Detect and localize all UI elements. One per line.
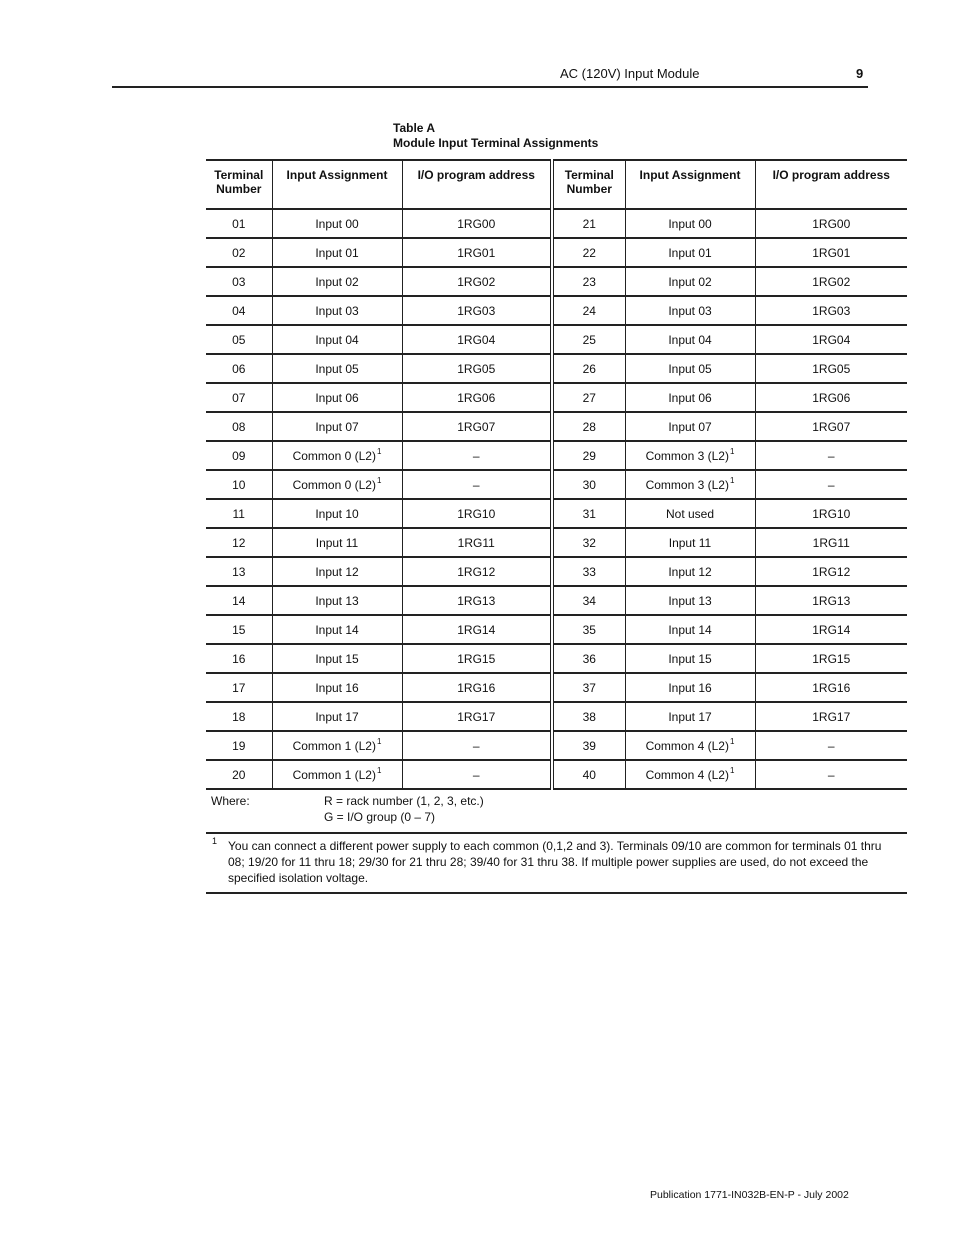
table-caption-title: Module Input Terminal Assignments (393, 136, 599, 150)
terminal-number-cell-text: 14 (232, 593, 246, 608)
io-address-cell (402, 644, 552, 673)
io-address-cell-text: – (827, 448, 835, 463)
input-assignment-cell-text: Input 05 (668, 361, 712, 376)
input-assignment-cell-text: Input 01 (668, 245, 712, 260)
table-row (206, 760, 907, 789)
terminal-number-cell (552, 760, 625, 789)
io-address-cell-text: – (827, 477, 835, 492)
where-group-definition: G = I/O group (0 – 7) (324, 810, 436, 824)
terminal-number-cell-text: 27 (582, 390, 596, 405)
terminal-number-cell-text: 33 (582, 564, 596, 579)
input-assignment-cell (272, 209, 402, 238)
io-address-cell (755, 209, 907, 238)
terminal-number-cell-text: 35 (582, 622, 596, 637)
io-address-cell-text: 1RG15 (457, 651, 496, 666)
io-address-cell (402, 267, 552, 296)
io-address-cell-text: 1RG10 (812, 506, 851, 521)
input-assignment-cell (272, 412, 402, 441)
io-address-cell-text: 1RG05 (457, 361, 496, 376)
table-row (206, 731, 907, 760)
io-address-cell-text: – (827, 767, 835, 782)
terminal-number-cell (552, 615, 625, 644)
input-assignment-cell-text: Common 1 (L2) (292, 767, 376, 782)
terminal-number-cell-text: 01 (232, 216, 246, 231)
input-assignment-cell (272, 325, 402, 354)
terminal-number-cell-text: 12 (232, 535, 246, 550)
input-assignment-cell (625, 383, 755, 412)
terminal-number-cell (206, 354, 272, 383)
terminal-number-cell-text: 02 (232, 245, 246, 260)
input-assignment-cell (625, 760, 755, 789)
io-address-cell-text: 1RG04 (457, 332, 496, 347)
input-assignment-cell (272, 354, 402, 383)
io-address-cell (402, 557, 552, 586)
input-assignment-cell (625, 731, 755, 760)
table-row (206, 702, 907, 731)
input-assignment-cell-text: Input 17 (315, 709, 359, 724)
input-assignment-cell (625, 238, 755, 267)
input-assignment-cell (272, 238, 402, 267)
terminal-number-cell (206, 644, 272, 673)
footnote-reference: 1 (376, 765, 382, 775)
input-assignment-cell (272, 615, 402, 644)
terminal-number-cell (206, 325, 272, 354)
header-terminal-number: Terminal Number (552, 160, 625, 209)
io-address-cell (402, 615, 552, 644)
io-address-cell (755, 499, 907, 528)
terminal-number-cell (552, 325, 625, 354)
io-address-cell (402, 383, 552, 412)
input-assignment-cell-text: Input 00 (668, 216, 712, 231)
io-address-cell-text: 1RG10 (457, 506, 496, 521)
input-assignment-cell-text: Input 02 (315, 274, 359, 289)
io-address-cell-text: 1RG12 (457, 564, 496, 579)
input-assignment-cell (625, 673, 755, 702)
footnote-marker: 1 (212, 836, 218, 846)
terminal-number-cell-text: 32 (582, 535, 596, 550)
input-assignment-cell-text: Input 15 (668, 651, 712, 666)
io-address-cell-text: 1RG14 (812, 622, 851, 637)
io-address-cell-text: 1RG14 (457, 622, 496, 637)
io-address-cell-text: 1RG16 (812, 680, 851, 695)
terminal-number-cell (552, 586, 625, 615)
io-address-cell-text: 1RG15 (812, 651, 851, 666)
terminal-number-cell (552, 673, 625, 702)
io-address-cell (402, 470, 552, 499)
io-address-cell-text: 1RG05 (812, 361, 851, 376)
input-assignment-cell (625, 557, 755, 586)
terminal-number-cell (552, 441, 625, 470)
terminal-number-cell-text: 07 (232, 390, 246, 405)
io-address-cell-text: 1RG17 (457, 709, 496, 724)
terminal-number-cell-text: 06 (232, 361, 246, 376)
io-address-cell (402, 586, 552, 615)
terminal-number-cell (206, 673, 272, 702)
input-assignment-cell (272, 499, 402, 528)
header-io-address: I/O program address (755, 160, 907, 209)
input-assignment-cell-text: Input 12 (315, 564, 359, 579)
terminal-number-cell (552, 557, 625, 586)
io-address-cell (755, 557, 907, 586)
input-assignment-cell (625, 528, 755, 557)
footnote-reference: 1 (376, 446, 382, 456)
io-address-cell-text: 1RG13 (812, 593, 851, 608)
table-caption (393, 121, 598, 151)
terminal-number-cell-text: 36 (582, 651, 596, 666)
terminal-number-cell (552, 702, 625, 731)
io-address-cell-text: – (827, 738, 835, 753)
io-address-cell (755, 441, 907, 470)
terminal-number-cell-text: 20 (232, 767, 246, 782)
input-assignment-cell (272, 760, 402, 789)
input-assignment-cell-text: Common 0 (L2) (292, 448, 376, 463)
terminal-number-cell-text: 24 (582, 303, 596, 318)
input-assignment-cell (272, 557, 402, 586)
io-address-cell-text: 1RG00 (812, 216, 851, 231)
footnote-reference: 1 (729, 765, 735, 775)
io-address-cell (402, 296, 552, 325)
publication-footer: Publication 1771-IN032B-EN-P - July 2002 (650, 1189, 849, 1201)
input-assignment-cell (625, 644, 755, 673)
io-address-cell (755, 528, 907, 557)
input-assignment-cell-text: Input 12 (668, 564, 712, 579)
io-address-cell (755, 354, 907, 383)
terminal-number-cell-text: 22 (582, 245, 596, 260)
where-label: Where: (211, 794, 250, 808)
terminal-number-cell (206, 383, 272, 412)
io-address-cell-text: – (472, 767, 480, 782)
terminal-number-cell (552, 267, 625, 296)
terminal-number-cell-text: 04 (232, 303, 246, 318)
input-assignment-cell-text: Input 16 (668, 680, 712, 695)
table-row (206, 267, 907, 296)
io-address-cell (755, 731, 907, 760)
terminal-number-cell-text: 17 (232, 680, 246, 695)
footnote-reference: 1 (376, 475, 382, 485)
footnote-reference: 1 (729, 475, 735, 485)
input-assignment-cell (625, 615, 755, 644)
io-address-cell (755, 325, 907, 354)
input-assignment-cell (625, 325, 755, 354)
header-input-assignment: Input Assignment (272, 160, 402, 209)
terminal-number-cell (206, 615, 272, 644)
input-assignment-cell-text: Common 4 (L2) (645, 738, 729, 753)
input-assignment-cell (272, 731, 402, 760)
terminal-number-cell-text: 11 (232, 506, 245, 521)
io-address-cell-text: 1RG03 (812, 303, 851, 318)
terminal-number-cell (206, 499, 272, 528)
table-row (206, 441, 907, 470)
terminal-number-cell (206, 760, 272, 789)
terminal-number-cell-text: 26 (582, 361, 596, 376)
input-assignment-cell (625, 702, 755, 731)
terminal-number-cell (206, 731, 272, 760)
io-address-cell (402, 412, 552, 441)
terminal-number-cell-text: 38 (582, 709, 596, 724)
table-row (206, 557, 907, 586)
input-assignment-cell (625, 470, 755, 499)
input-assignment-cell-text: Input 03 (668, 303, 712, 318)
io-address-cell (402, 499, 552, 528)
terminal-number-cell (206, 267, 272, 296)
io-address-cell-text: 1RG06 (812, 390, 851, 405)
table-row (206, 296, 907, 325)
io-address-cell (402, 238, 552, 267)
input-assignment-cell-text: Input 14 (315, 622, 359, 637)
table-row (206, 383, 907, 412)
input-assignment-cell-text: Input 06 (315, 390, 359, 405)
io-address-cell-text: 1RG01 (457, 245, 496, 260)
terminal-number-cell-text: 09 (232, 448, 246, 463)
input-assignment-cell-text: Input 15 (315, 651, 359, 666)
io-address-cell-text: 1RG07 (457, 419, 496, 434)
terminal-assignments-table (206, 159, 907, 790)
input-assignment-cell-text: Input 13 (668, 593, 712, 608)
io-address-cell (402, 731, 552, 760)
input-assignment-cell-text: Common 3 (L2) (645, 448, 729, 463)
io-address-cell (755, 412, 907, 441)
io-address-cell (755, 615, 907, 644)
input-assignment-cell (625, 586, 755, 615)
input-assignment-cell-text: Input 05 (315, 361, 359, 376)
io-address-cell-text: 1RG00 (457, 216, 496, 231)
terminal-number-cell-text: 28 (582, 419, 596, 434)
terminal-number-cell-text: 23 (582, 274, 596, 289)
io-address-cell (402, 441, 552, 470)
input-assignment-cell-text: Input 11 (668, 535, 712, 550)
header-input-assignment: Input Assignment (625, 160, 755, 209)
input-assignment-cell-text: Input 04 (668, 332, 712, 347)
input-assignment-cell-text: Input 01 (315, 245, 359, 260)
input-assignment-cell (272, 702, 402, 731)
io-address-cell (755, 383, 907, 412)
table-row (206, 412, 907, 441)
input-assignment-cell (272, 470, 402, 499)
terminal-number-cell-text: 03 (232, 274, 246, 289)
header-terminal-number: Terminal Number (206, 160, 272, 209)
terminal-number-cell-text: 39 (582, 738, 596, 753)
table-row (206, 644, 907, 673)
terminal-number-cell-text: 31 (582, 506, 596, 521)
terminal-number-cell (552, 209, 625, 238)
footnote-text: You can connect a different power supply to each common (0,1,2 and 3). Terminals 09/10 are common for terminals 01 thru 08; 19/20 for 11 thru 18; 29/30 for 21 thru 28; 39/40 for 31 thru 38. If multiple power supplies are used, do not exceed the specified isolation voltage. (228, 839, 882, 885)
io-address-cell (402, 209, 552, 238)
terminal-number-cell (552, 644, 625, 673)
terminal-number-cell-text: 08 (232, 419, 246, 434)
terminal-number-cell-text: 10 (232, 477, 246, 492)
terminal-number-cell (552, 296, 625, 325)
io-address-cell-text: – (472, 738, 480, 753)
terminal-number-cell-text: 13 (232, 564, 246, 579)
input-assignment-cell (272, 296, 402, 325)
input-assignment-cell-text: Input 03 (315, 303, 359, 318)
terminal-number-cell (206, 586, 272, 615)
io-address-cell (755, 586, 907, 615)
table-header-row (206, 160, 907, 209)
table-row (206, 209, 907, 238)
footnote-reference: 1 (729, 736, 735, 746)
terminal-number-cell (552, 238, 625, 267)
terminal-number-cell (206, 557, 272, 586)
io-address-cell (755, 702, 907, 731)
input-assignment-cell (625, 499, 755, 528)
terminal-number-cell (206, 209, 272, 238)
io-address-cell (402, 760, 552, 789)
io-address-cell-text: – (472, 477, 480, 492)
terminal-number-cell-text: 18 (232, 709, 246, 724)
io-address-cell (755, 644, 907, 673)
terminal-number-cell (552, 528, 625, 557)
terminal-number-cell-text: 37 (582, 680, 596, 695)
io-address-cell-text: 1RG12 (812, 564, 851, 579)
terminal-number-cell (206, 441, 272, 470)
terminal-number-cell-text: 21 (582, 216, 596, 231)
input-assignment-cell-text: Input 17 (668, 709, 712, 724)
io-address-cell (755, 673, 907, 702)
terminal-number-cell-text: 30 (582, 477, 596, 492)
table-row (206, 238, 907, 267)
input-assignment-cell (272, 441, 402, 470)
where-rack-definition: R = rack number (1, 2, 3, etc.) (324, 794, 484, 808)
io-address-cell (402, 354, 552, 383)
input-assignment-cell (625, 354, 755, 383)
table-body (206, 209, 907, 789)
io-address-cell (755, 267, 907, 296)
input-assignment-cell-text: Common 4 (L2) (645, 767, 729, 782)
footnote-rule-bottom (206, 892, 907, 894)
table-row (206, 673, 907, 702)
input-assignment-cell-text: Input 13 (315, 593, 359, 608)
input-assignment-cell (272, 673, 402, 702)
terminal-number-cell-text: 16 (232, 651, 246, 666)
page-number: 9 (856, 66, 864, 81)
header-title: AC (120V) Input Module (560, 66, 700, 81)
io-address-cell-text: 1RG13 (457, 593, 496, 608)
terminal-number-cell-text: 40 (582, 767, 596, 782)
input-assignment-cell-text: Input 14 (668, 622, 712, 637)
terminal-number-cell (206, 238, 272, 267)
footnote-rule-top (206, 832, 907, 834)
terminal-number-cell (552, 731, 625, 760)
input-assignment-cell-text: Common 1 (L2) (292, 738, 376, 753)
input-assignment-cell (272, 383, 402, 412)
terminal-number-cell (552, 470, 625, 499)
footnote-reference: 1 (729, 446, 735, 456)
io-address-cell-text: – (472, 448, 480, 463)
input-assignment-cell-text: Input 07 (315, 419, 359, 434)
input-assignment-cell-text: Input 07 (668, 419, 712, 434)
io-address-cell (755, 470, 907, 499)
terminal-number-cell-text: 25 (582, 332, 596, 347)
input-assignment-cell-text: Common 0 (L2) (292, 477, 376, 492)
io-address-cell-text: 1RG17 (812, 709, 851, 724)
io-address-cell-text: 1RG11 (457, 535, 495, 550)
input-assignment-cell (272, 644, 402, 673)
io-address-cell (755, 238, 907, 267)
io-address-cell (402, 702, 552, 731)
io-address-cell (402, 325, 552, 354)
table-row (206, 470, 907, 499)
terminal-number-cell (206, 412, 272, 441)
input-assignment-cell (272, 586, 402, 615)
input-assignment-cell-text: Input 04 (315, 332, 359, 347)
io-address-cell-text: 1RG02 (457, 274, 496, 289)
table-caption-number: Table A (393, 121, 436, 135)
input-assignment-cell-text: Input 10 (315, 506, 359, 521)
input-assignment-cell (625, 296, 755, 325)
input-assignment-cell-text: Input 06 (668, 390, 712, 405)
terminal-number-cell-text: 05 (232, 332, 246, 347)
terminal-number-cell (552, 383, 625, 412)
io-address-cell-text: 1RG06 (457, 390, 496, 405)
input-assignment-cell (625, 412, 755, 441)
input-assignment-cell-text: Input 00 (315, 216, 359, 231)
io-address-cell-text: 1RG04 (812, 332, 851, 347)
input-assignment-cell (625, 209, 755, 238)
table-row (206, 615, 907, 644)
io-address-cell (402, 673, 552, 702)
terminal-number-cell (206, 528, 272, 557)
input-assignment-cell-text: Input 11 (315, 535, 359, 550)
input-assignment-cell-text: Input 02 (668, 274, 712, 289)
terminal-number-cell (206, 296, 272, 325)
terminal-number-cell (552, 354, 625, 383)
io-address-cell-text: 1RG16 (457, 680, 496, 695)
terminal-number-cell (206, 702, 272, 731)
terminal-number-cell-text: 15 (232, 622, 246, 637)
header-io-address: I/O program address (402, 160, 552, 209)
io-address-cell (755, 760, 907, 789)
table-row (206, 325, 907, 354)
input-assignment-cell (272, 267, 402, 296)
terminal-number-cell (552, 412, 625, 441)
terminal-number-cell-text: 34 (582, 593, 596, 608)
input-assignment-cell-text: Common 3 (L2) (645, 477, 729, 492)
io-address-cell (755, 296, 907, 325)
io-address-cell (402, 528, 552, 557)
input-assignment-cell (272, 528, 402, 557)
table-row (206, 354, 907, 383)
terminal-number-cell-text: 29 (582, 448, 596, 463)
io-address-cell-text: 1RG07 (812, 419, 851, 434)
header-rule (112, 86, 868, 88)
table-row (206, 586, 907, 615)
io-address-cell-text: 1RG01 (812, 245, 851, 260)
io-address-cell-text: 1RG02 (812, 274, 851, 289)
input-assignment-cell-text: Input 16 (315, 680, 359, 695)
terminal-number-cell (552, 499, 625, 528)
terminal-number-cell-text: 19 (232, 738, 246, 753)
terminal-number-cell (206, 470, 272, 499)
table-row (206, 528, 907, 557)
io-address-cell-text: 1RG03 (457, 303, 496, 318)
io-address-cell-text: 1RG11 (812, 535, 850, 550)
input-assignment-cell-text: Not used (665, 506, 715, 521)
input-assignment-cell (625, 441, 755, 470)
input-assignment-cell (625, 267, 755, 296)
footnote-reference: 1 (376, 736, 382, 746)
table-row (206, 499, 907, 528)
